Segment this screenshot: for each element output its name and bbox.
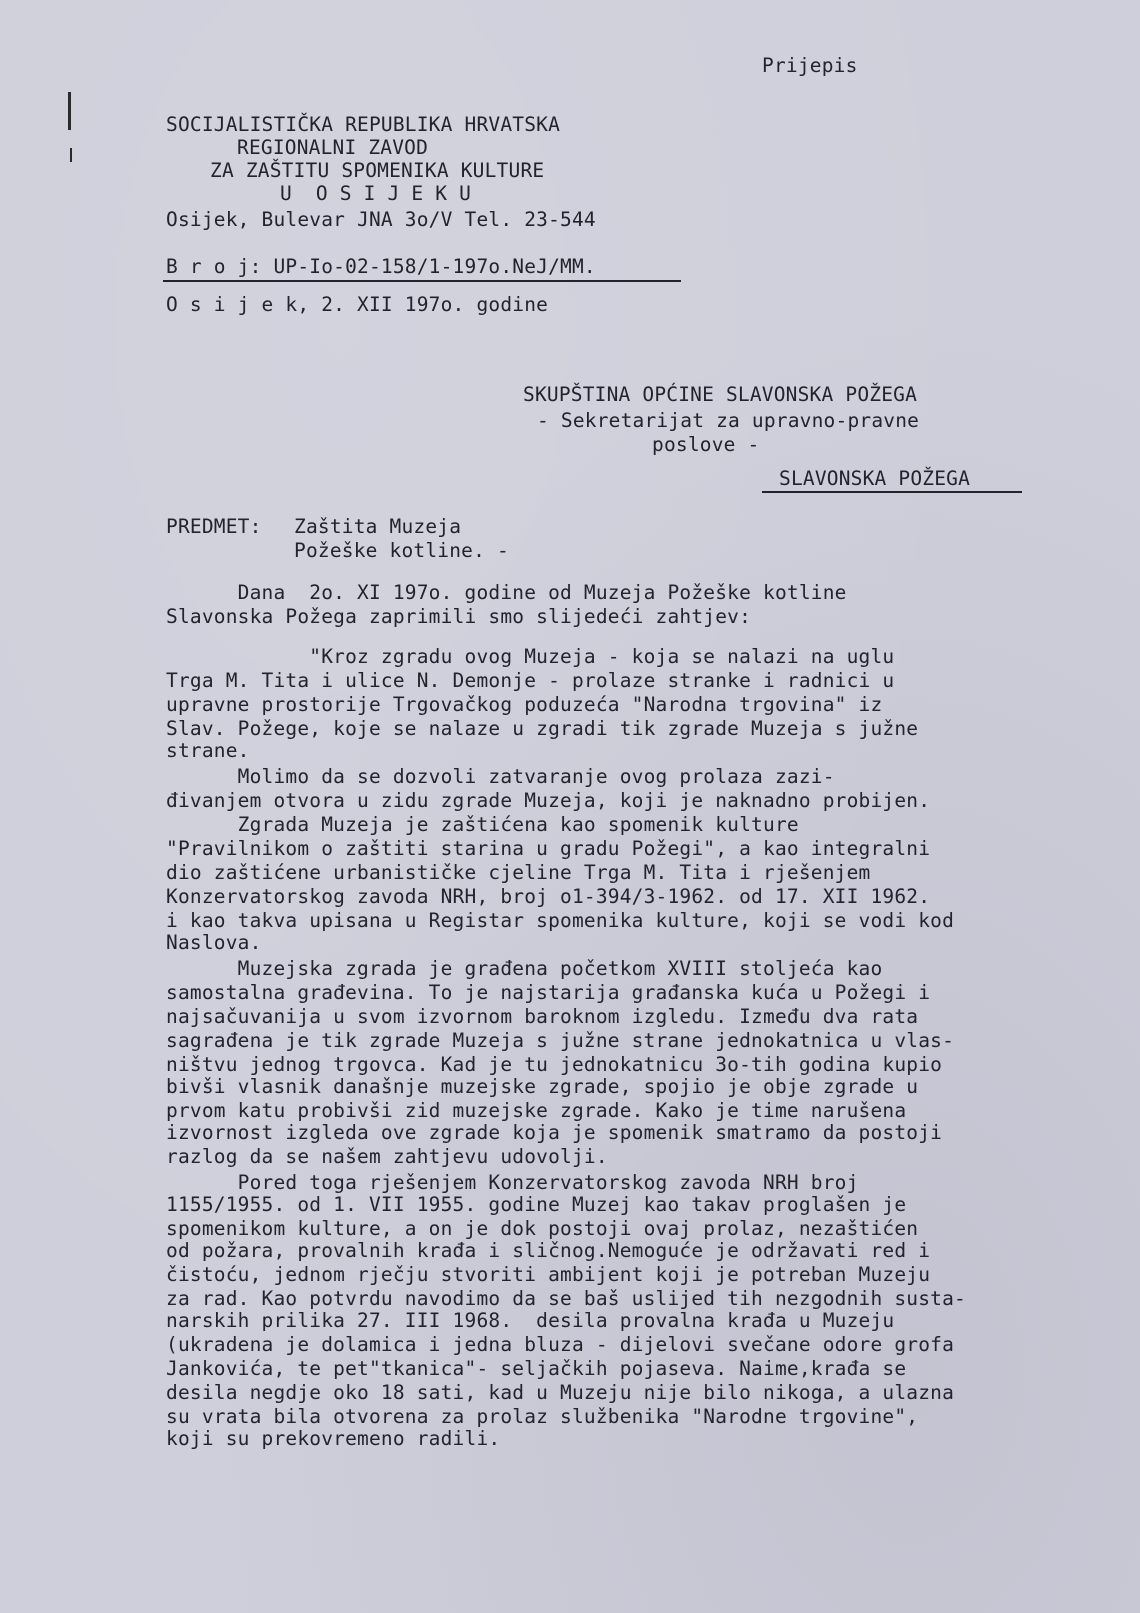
body-line: Dana 2o. XI 197o. godine od Muzeja Požeške kotline (166, 581, 847, 604)
body-line: samostalna građevina. To je najstarija građanska kuća u Požegi i (166, 981, 931, 1004)
recipient-city: SLAVONSKA POŽEGA (779, 467, 971, 490)
body-line: za rad. Kao potvrdu navodimo da se baš uslijed tih nezgodnih susta- (166, 1287, 966, 1310)
reference-underline (163, 280, 681, 282)
subject-line-2: Požeške kotline. - (294, 539, 509, 562)
body-line: prvom katu probivši zid muzejske zgrade. Kako je time narušena (166, 1099, 907, 1122)
body-line: narskih prilika 27. III 1968. desila provalna krađa u Muzeju (166, 1309, 895, 1332)
copy-mark: Prijepis (762, 54, 858, 77)
body-line: su vrata bila otvorena za prolaz službenika "Narodne trgovine", (166, 1405, 919, 1428)
body-line: Naslova. (166, 931, 262, 954)
body-line: Slav. Požege, koje se nalaze u zgradi tik zgrade Muzeja s južne (166, 717, 919, 740)
body-line: Pored toga rješenjem Konzervatorskog zavoda NRH broj (166, 1171, 859, 1194)
body-line: razlog da se našem zahtjevu udovolji. (166, 1145, 608, 1168)
reference-number: B r o j: UP-Io-02-158/1-197o.NeJ/MM. (166, 255, 596, 278)
body-line: bivši vlasnik današnje muzejske zgrade, spojio je obje zgrade u (166, 1075, 919, 1098)
body-line: 1155/1955. od 1. VII 1955. godine Muzej kao takav proglašen je (166, 1193, 907, 1216)
body-line: "Pravilnikom o zaštiti starina u gradu Požegi", a kao integralni (166, 837, 931, 860)
body-line: izvornost izgleda ove zgrade koja je spomenik smatramo da postoji (166, 1121, 943, 1144)
recipient-line-1: SKUPŠTINA OPĆINE SLAVONSKA POŽEGA (523, 383, 918, 406)
body-line: Konzervatorskog zavoda NRH, broj o1-394/3-1962. od 17. XII 1962. (166, 885, 931, 908)
body-line: i kao takva upisana u Registar spomenika kulture, koji se vodi kod (166, 909, 955, 932)
body-line: Molimo da se dozvoli zatvaranje ovog prolaza zazi- (166, 765, 835, 788)
sender-line-3: ZA ZAŠTITU SPOMENIKA KULTURE (210, 159, 545, 182)
sender-line-4: U O S I J E K U (280, 182, 472, 205)
body-line: spomenikom kulture, a on je dok postoji ovaj prolaz, nezaštićen (166, 1217, 919, 1240)
recipient-line-3: poslove - (652, 433, 760, 456)
body-line: čistoću, jednom rječju stvoriti ambijent koji je potreban Muzeju (166, 1263, 931, 1286)
letter-date: O s i j e k, 2. XII 197o. godine (166, 293, 549, 316)
subject-line-1: Zaštita Muzeja (294, 515, 462, 538)
body-line: Trga M. Tita i ulice N. Demonje - prolaze stranke i radnici u (166, 669, 895, 692)
sender-line-1: SOCIJALISTIČKA REPUBLIKA HRVATSKA (166, 113, 561, 136)
body-line: Jankovića, te pet"tkanica"- seljačkih pojaseva. Naime,krađa se (166, 1357, 907, 1380)
staple-mark (68, 92, 71, 130)
body-line: sagrađena je tik zgrade Muzeja s južne strane jednokatnica u vlas- (166, 1029, 955, 1052)
recipient-city-underline (762, 491, 1022, 493)
body-line: Zgrada Muzeja je zaštićena kao spomenik kulture (166, 813, 799, 836)
body-line: koji su prekovremeno radili. (166, 1427, 501, 1450)
body-line: Muzejska zgrada je građena početkom XVIII stoljeća kao (166, 957, 883, 980)
body-line: "Kroz zgradu ovog Muzeja - koja se nalazi na uglu (166, 645, 895, 668)
body-line: Slavonska Požega zaprimili smo slijedeći zahtjev: (166, 605, 752, 628)
body-line: strane. (166, 739, 250, 762)
body-line: ništvu jednog trgovca. Kad je tu jednokatnicu 3o-tih godina kupio (166, 1053, 943, 1076)
recipient-line-2: - Sekretarijat za upravno-pravne (537, 409, 920, 432)
sender-line-2: REGIONALNI ZAVOD (237, 136, 429, 159)
body-line: đivanjem otvora u zidu zgrade Muzeja, koji je naknadno probijen. (166, 789, 931, 812)
sender-address: Osijek, Bulevar JNA 3o/V Tel. 23-544 (166, 208, 596, 231)
body-line: (ukradena je dolamica i jedna bluza - dijelovi svečane odore grofa (166, 1333, 955, 1356)
staple-mark (70, 148, 72, 162)
body-line: od požara, provalnih krađa i sličnog.Nemoguće je održavati red i (166, 1239, 931, 1262)
body-line: desila negdje oko 18 sati, kad u Muzeju nije bilo nikoga, a ulazna (166, 1381, 955, 1404)
body-line: najsačuvanija u svom izvornom baroknom izgledu. Između dva rata (166, 1005, 919, 1028)
body-line: upravne prostorije Trgovačkog poduzeća "Narodna trgovina" iz (166, 693, 883, 716)
subject-label: PREDMET: (166, 515, 262, 538)
body-line: dio zaštićene urbanističke cjeline Trga M. Tita i rješenjem (166, 861, 871, 884)
